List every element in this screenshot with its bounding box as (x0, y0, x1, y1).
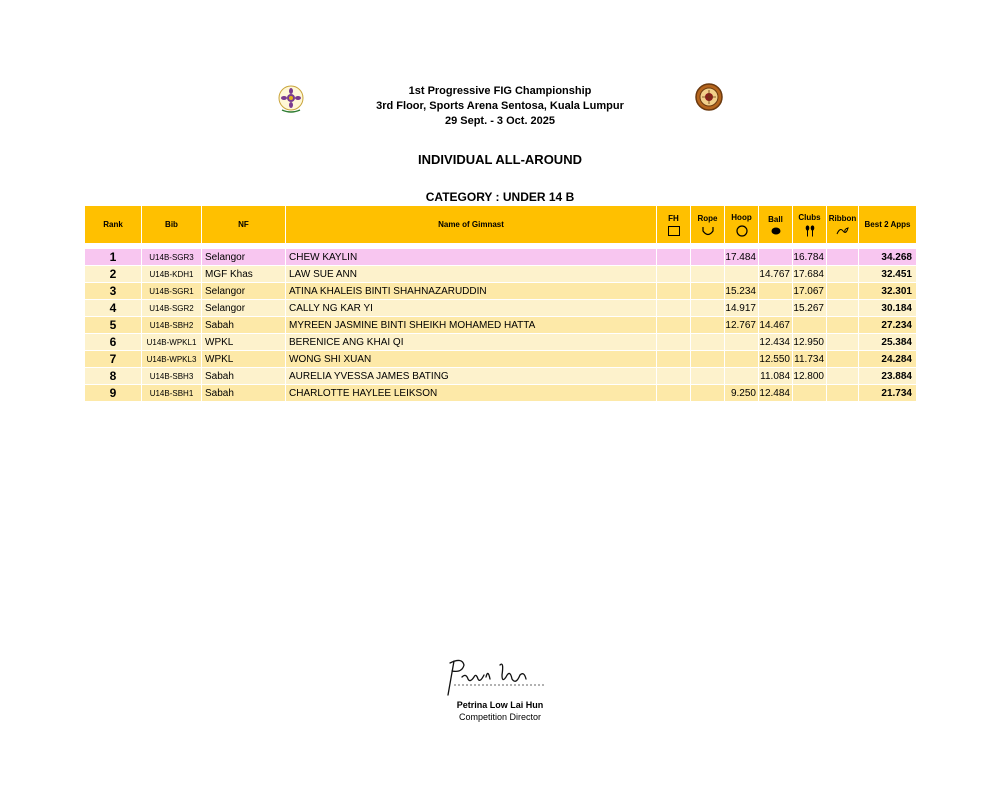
results-body (85, 249, 917, 402)
cell-fh (657, 266, 691, 283)
column-header-ribbon-label: Ribbon (828, 213, 857, 223)
cell-rank: 5 (85, 317, 142, 334)
ball-icon (771, 227, 781, 235)
cell-best: 21.734 (859, 385, 917, 402)
column-header-best: Best 2 Apps (859, 206, 917, 244)
cell-hoop: 17.484 (725, 249, 759, 266)
cell-rope (691, 351, 725, 368)
cell-rank: 1 (85, 249, 142, 266)
cell-name: MYREEN JASMINE BINTI SHEIKH MOHAMED HATTA (286, 317, 657, 334)
column-header-clubs-label: Clubs (798, 212, 821, 222)
cell-rank: 3 (85, 283, 142, 300)
cell-fh (657, 334, 691, 351)
cell-hoop: 14.917 (725, 300, 759, 317)
cell-rope (691, 249, 725, 266)
competition-venue: 3rd Floor, Sports Arena Sentosa, Kuala Lumpur (376, 100, 624, 112)
cell-nf: MGF Khas (202, 266, 286, 283)
cell-fh (657, 351, 691, 368)
column-header-rank: Rank (85, 206, 142, 244)
event-title: INDIVIDUAL ALL-AROUND (418, 152, 582, 167)
cell-fh (657, 368, 691, 385)
director-signature (440, 655, 550, 700)
cell-best: 23.884 (859, 368, 917, 385)
competition-dates: 29 Sept. - 3 Oct. 2025 (444, 115, 556, 127)
cell-ribbon (827, 266, 859, 283)
cell-ball (759, 283, 793, 300)
column-header-rope-label: Rope (697, 213, 718, 223)
clubs-icon (804, 225, 816, 237)
cell-rank: 4 (85, 300, 142, 317)
column-header-hoop (725, 206, 759, 244)
column-header-nf: NF (202, 206, 286, 244)
cell-ribbon (827, 317, 859, 334)
cell-clubs: 16.784 (793, 249, 827, 266)
cell-bib: U14B-SBH3 (142, 368, 202, 385)
cell-bib: U14B-KDH1 (142, 266, 202, 283)
column-header-fh (657, 206, 691, 244)
cell-rope (691, 300, 725, 317)
cell-name: BERENICE ANG KHAI QI (286, 334, 657, 351)
cell-best: 25.384 (859, 334, 917, 351)
hoop-icon (736, 225, 748, 237)
cell-rank: 9 (85, 385, 142, 402)
table-row (85, 334, 917, 351)
rope-icon (701, 226, 715, 236)
ribbon-icon (836, 226, 850, 236)
cell-ball: 12.434 (759, 334, 793, 351)
cell-hoop: 9.250 (725, 385, 759, 402)
table-header-row (85, 206, 917, 244)
cell-ball: 12.550 (759, 351, 793, 368)
cell-clubs: 17.684 (793, 266, 827, 283)
cell-nf: Sabah (202, 385, 286, 402)
cell-rank: 7 (85, 351, 142, 368)
cell-ball (759, 249, 793, 266)
signatory-name: Petrina Low Lai Hun (456, 700, 544, 710)
cell-clubs: 11.734 (793, 351, 827, 368)
cell-nf: Sabah (202, 368, 286, 385)
cell-fh (657, 249, 691, 266)
cell-clubs: 12.950 (793, 334, 827, 351)
competition-header (300, 84, 700, 129)
competition-name: 1st Progressive FIG Championship (408, 85, 592, 97)
cell-hoop: 15.234 (725, 283, 759, 300)
cell-best: 34.268 (859, 249, 917, 266)
cell-rope (691, 283, 725, 300)
category-title: CATEGORY : UNDER 14 B (425, 190, 575, 204)
cell-bib: U14B-SGR2 (142, 300, 202, 317)
cell-ball (759, 300, 793, 317)
cell-clubs: 12.800 (793, 368, 827, 385)
column-header-hoop-label: Hoop (731, 212, 752, 222)
cell-hoop (725, 368, 759, 385)
table-row (85, 249, 917, 266)
cell-rank: 2 (85, 266, 142, 283)
cell-best: 30.184 (859, 300, 917, 317)
results-table (84, 205, 917, 402)
cell-ball: 12.484 (759, 385, 793, 402)
column-header-clubs (793, 206, 827, 244)
cell-rope (691, 317, 725, 334)
column-header-ball-label: Ball (768, 214, 783, 224)
cell-ball: 11.084 (759, 368, 793, 385)
cell-rank: 8 (85, 368, 142, 385)
column-header-rope (691, 206, 725, 244)
cell-name: CALLY NG KAR YI (286, 300, 657, 317)
cell-ball: 14.467 (759, 317, 793, 334)
cell-ribbon (827, 385, 859, 402)
cell-nf: Selangor (202, 249, 286, 266)
cell-ball: 14.767 (759, 266, 793, 283)
cell-ribbon (827, 334, 859, 351)
table-row (85, 266, 917, 283)
cell-bib: U14B-SBH1 (142, 385, 202, 402)
cell-ribbon (827, 249, 859, 266)
cell-name: WONG SHI XUAN (286, 351, 657, 368)
cell-nf: Sabah (202, 317, 286, 334)
table-row (85, 368, 917, 385)
column-header-ball (759, 206, 793, 244)
cell-name: CHEW KAYLIN (286, 249, 657, 266)
cell-rope (691, 385, 725, 402)
table-row (85, 317, 917, 334)
cell-ribbon (827, 283, 859, 300)
cell-best: 24.284 (859, 351, 917, 368)
table-row (85, 385, 917, 402)
cell-clubs (793, 385, 827, 402)
cell-fh (657, 385, 691, 402)
cell-nf: Selangor (202, 300, 286, 317)
column-header-ribbon (827, 206, 859, 244)
cell-bib: U14B-WPKL3 (142, 351, 202, 368)
cell-best: 32.301 (859, 283, 917, 300)
cell-fh (657, 283, 691, 300)
table-row (85, 283, 917, 300)
column-header-name: Name of Gimnast (286, 206, 657, 244)
signatory-title: Competition Director (458, 712, 542, 722)
cell-bib: U14B-SBH2 (142, 317, 202, 334)
cell-clubs: 17.067 (793, 283, 827, 300)
cell-nf: Selangor (202, 283, 286, 300)
cell-bib: U14B-SGR1 (142, 283, 202, 300)
cell-rope (691, 334, 725, 351)
cell-name: LAW SUE ANN (286, 266, 657, 283)
cell-fh (657, 317, 691, 334)
cell-rank: 6 (85, 334, 142, 351)
table-row (85, 300, 917, 317)
cell-clubs: 15.267 (793, 300, 827, 317)
cell-rope (691, 266, 725, 283)
free-hands-icon (668, 226, 680, 236)
cell-fh (657, 300, 691, 317)
cell-rope (691, 368, 725, 385)
cell-hoop (725, 334, 759, 351)
cell-nf: WPKL (202, 334, 286, 351)
cell-clubs (793, 317, 827, 334)
cell-name: AURELIA YVESSA JAMES BATING (286, 368, 657, 385)
cell-ribbon (827, 351, 859, 368)
cell-hoop (725, 266, 759, 283)
cell-ribbon (827, 368, 859, 385)
cell-hoop: 12.767 (725, 317, 759, 334)
cell-nf: WPKL (202, 351, 286, 368)
cell-bib: U14B-SGR3 (142, 249, 202, 266)
column-header-fh-label: FH (668, 213, 679, 223)
cell-hoop (725, 351, 759, 368)
cell-name: ATINA KHALEIS BINTI SHAHNAZARUDDIN (286, 283, 657, 300)
cell-ribbon (827, 300, 859, 317)
cell-best: 27.234 (859, 317, 917, 334)
cell-bib: U14B-WPKL1 (142, 334, 202, 351)
cell-best: 32.451 (859, 266, 917, 283)
table-row (85, 351, 917, 368)
column-header-bib: Bib (142, 206, 202, 244)
cell-name: CHARLOTTE HAYLEE LEIKSON (286, 385, 657, 402)
